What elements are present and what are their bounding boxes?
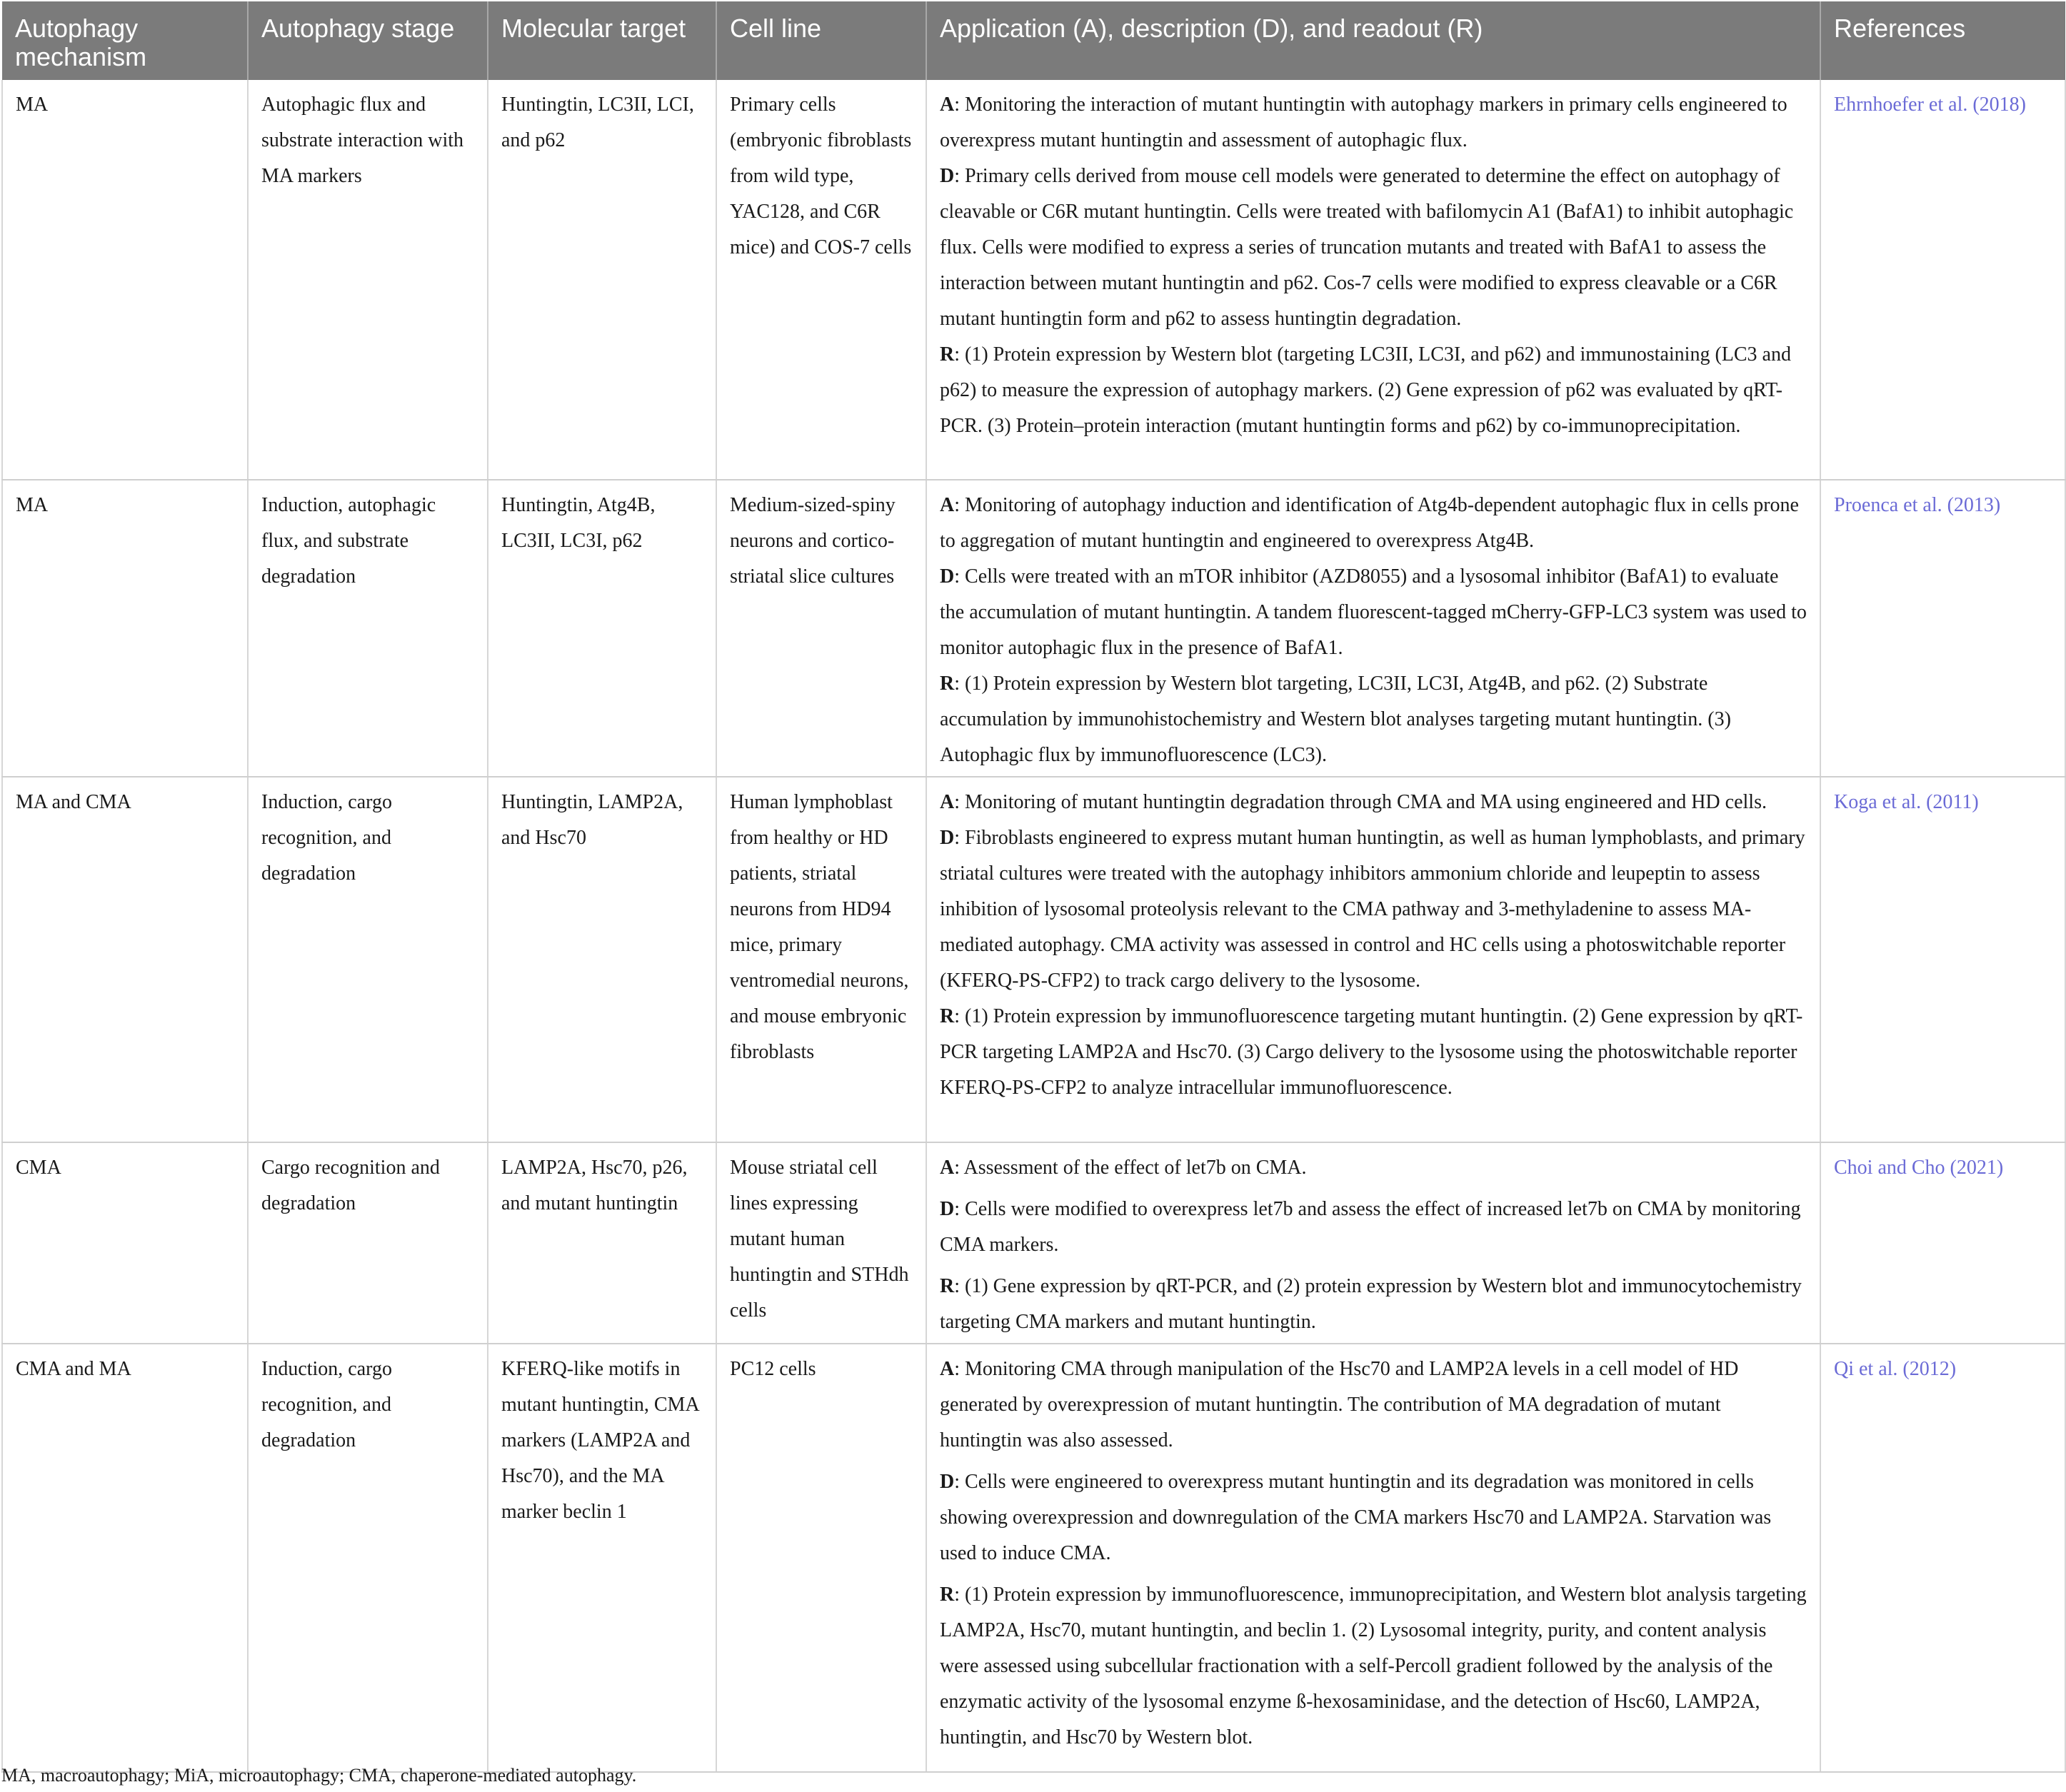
cell-cell-line: Human lymphoblast from healthy or HD patients, striatal neurons from HD94 mice, primary ventromedial neurons, and mouse embryonic fibroblasts (716, 777, 926, 1142)
cell-description (926, 80, 1820, 480)
cell-description (926, 1344, 1820, 1772)
label-a: A (940, 791, 955, 813)
label-a: A (940, 1358, 955, 1380)
cell-target: LAMP2A, Hsc70, p26, and mutant huntingtin (488, 1142, 716, 1344)
cell-reference[interactable] (1820, 1344, 2065, 1772)
table-row (2, 777, 2065, 1142)
cell-mechanism: MA (2, 480, 248, 777)
header-mechanism: Autophagy mechanism (2, 1, 248, 80)
cell-reference[interactable] (1820, 777, 2065, 1142)
application-text: A: Monitoring of mutant huntingtin degradation through CMA and MA using engineered and HD cells. (940, 791, 1767, 813)
cell-mechanism: CMA (2, 1142, 248, 1344)
label-r: R (940, 1275, 955, 1297)
header-target: Molecular target (488, 1, 716, 80)
label-d: D (940, 1471, 955, 1493)
table-row (2, 1344, 2065, 1772)
header-application: Application (A), description (D), and readout (R) (926, 1, 1820, 80)
label-d: D (940, 827, 955, 849)
cell-stage: Induction, cargo recognition, and degradation (248, 1344, 488, 1772)
cell-mechanism: MA and CMA (2, 777, 248, 1142)
cell-cell-line: Primary cells (embryonic fibroblasts from wild type, YAC128, and C6R mice) and COS-7 cells (716, 80, 926, 480)
readout-text: R: (1) Gene expression by qRT-PCR, and (2) protein expression by Western blot and immunocytochemistry targeting CMA markers and mutant huntingtin. (940, 1275, 1802, 1333)
readout-text: R: (1) Protein expression by Western blot (targeting LC3II, LC3I, and p62) and immunostaining (LC3 and p62) to measure the expression of autophagy markers. (2) Gene expression of p62 was evaluated by qRT-PCR. (3) Protein–protein interaction (mutant huntingtin forms and p62) by co-immunoprecipitation. (940, 343, 1791, 437)
description-text: D: Cells were treated with an mTOR inhibitor (AZD8055) and a lysosomal inhibitor (BafA1) to evaluate the accumulation of mutant huntingtin. A tandem fluorescent-tagged mCherry-GFP-LC3 system was used to monitor autophagic flux in the presence of BafA1. (940, 565, 1807, 659)
reference-link[interactable]: Proenca et al. (2013) (1834, 494, 2001, 516)
cell-cell-line: Medium-sized-spiny neurons and cortico-striatal slice cultures (716, 480, 926, 777)
cell-reference[interactable] (1820, 480, 2065, 777)
readout-text: R: (1) Protein expression by immunofluorescence, immunoprecipitation, and Western blot analysis targeting LAMP2A, Hsc70, mutant huntingtin, and beclin 1. (2) Lysosomal integrity, purity, and content analysis were assessed using subcellular fractionation with a self-Percoll gradient followed by the analysis of the enzymatic activity of the lysosomal enzyme ß-hexosaminidase, and the detection of Hsc60, LAMP2A, huntingtin, and Hsc70 by Western blot. (940, 1584, 1807, 1748)
reference-link[interactable]: Koga et al. (2011) (1834, 791, 1979, 813)
label-d: D (940, 565, 955, 588)
cell-target: Huntingtin, LC3II, LCI, and p62 (488, 80, 716, 480)
description-text: D: Cells were engineered to overexpress mutant huntingtin and its degradation was monitored in cells showing overexpression and downregulation of the CMA markers Hsc70 and LAMP2A. Starvation was used to induce CMA. (940, 1471, 1772, 1564)
cell-reference[interactable] (1820, 80, 2065, 480)
cell-target: Huntingtin, LAMP2A, and Hsc70 (488, 777, 716, 1142)
label-r: R (940, 1584, 955, 1606)
header-stage: Autophagy stage (248, 1, 488, 80)
cell-stage: Cargo recognition and degradation (248, 1142, 488, 1344)
readout-text: R: (1) Protein expression by immunofluorescence targeting mutant huntingtin. (2) Gene expression by qRT-PCR targeting LAMP2A and Hsc70. (3) Cargo delivery to the lysosome using the photoswitchable reporter KFERQ-PS-CFP2 to analyze intracellular immunofluorescence. (940, 1005, 1803, 1099)
cell-cell-line: Mouse striatal cell lines expressing mutant human huntingtin and STHdh cells (716, 1142, 926, 1344)
label-d: D (940, 165, 955, 187)
application-text: A: Monitoring CMA through manipulation of the Hsc70 and LAMP2A levels in a cell model of HD generated by overexpression of mutant huntingtin. The contribution of MA degradation of mutant huntingtin was also assessed. (940, 1358, 1739, 1451)
cell-target: Huntingtin, Atg4B, LC3II, LC3I, p62 (488, 480, 716, 777)
description-text: D: Fibroblasts engineered to express mutant human huntingtin, as well as human lymphoblasts, and primary striatal cultures were treated with the autophagy inhibitors ammonium chloride and leupeptin to assess inhibition of lysosomal proteolysis relevant to the CMA pathway and 3-methyladenine to assess MA-mediated autophagy. CMA activity was assessed in control and HC cells using a photoswitchable reporter (KFERQ-PS-CFP2) to track cargo delivery to the lysosome. (940, 827, 1805, 992)
cell-description (926, 1142, 1820, 1344)
table-row (2, 1142, 2065, 1344)
label-a: A (940, 494, 955, 516)
label-a: A (940, 1157, 955, 1179)
label-a: A (940, 94, 955, 116)
table-header-row (2, 1, 2065, 80)
cell-mechanism: CMA and MA (2, 1344, 248, 1772)
description-text: D: Cells were modified to overexpress let7b and assess the effect of increased let7b on CMA by monitoring CMA markers. (940, 1198, 1801, 1256)
cell-reference[interactable] (1820, 1142, 2065, 1344)
header-references: References (1820, 1, 2065, 80)
table-footnote: MA, macroautophagy; MiA, microautophagy; CMA, chaperone-mediated autophagy. (1, 1765, 637, 1786)
header-cell-line: Cell line (716, 1, 926, 80)
cell-description (926, 777, 1820, 1142)
cell-stage: Induction, autophagic flux, and substrate degradation (248, 480, 488, 777)
reference-link[interactable]: Ehrnhoefer et al. (2018) (1834, 94, 2026, 116)
cell-mechanism: MA (2, 80, 248, 480)
description-text: D: Primary cells derived from mouse cell models were generated to determine the effect on autophagy of cleavable or C6R mutant huntingtin. Cells were treated with bafilomycin A1 (BafA1) to inhibit autophagic flux. Cells were modified to express a series of truncation mutants and treated with BafA1 to assess the interaction between mutant huntingtin and p62. Cos-7 cells were modified to express cleavable or a C6R mutant huntingtin form and p62 to assess huntingtin degradation. (940, 165, 1794, 330)
cell-target: KFERQ-like motifs in mutant huntingtin, CMA markers (LAMP2A and Hsc70), and the MA marker beclin 1 (488, 1344, 716, 1772)
label-r: R (940, 1005, 955, 1027)
label-r: R (940, 673, 955, 695)
autophagy-table (1, 1, 2066, 1773)
table-row (2, 80, 2065, 480)
readout-text: R: (1) Protein expression by Western blot targeting, LC3II, LC3I, Atg4B, and p62. (2) Substrate accumulation by immunohistochemistry and Western blot analyses targeting mutant huntingtin. (3) Autophagic flux by immunofluorescence (LC3). (940, 673, 1731, 766)
label-d: D (940, 1198, 955, 1220)
application-text: A: Monitoring the interaction of mutant huntingtin with autophagy markers in primary cells engineered to overexpress mutant huntingtin and assessment of autophagic flux. (940, 94, 1787, 151)
cell-stage: Autophagic flux and substrate interaction with MA markers (248, 80, 488, 480)
reference-link[interactable]: Choi and Cho (2021) (1834, 1157, 2004, 1179)
application-text: A: Monitoring of autophagy induction and identification of Atg4b-dependent autophagic flux in cells prone to aggregation of mutant huntingtin and engineered to overexpress Atg4B. (940, 494, 1799, 552)
table-row (2, 480, 2065, 777)
label-r: R (940, 343, 955, 366)
cell-cell-line: PC12 cells (716, 1344, 926, 1772)
application-text: A: Assessment of the effect of let7b on CMA. (940, 1157, 1307, 1179)
cell-stage: Induction, cargo recognition, and degradation (248, 777, 488, 1142)
cell-description (926, 480, 1820, 777)
reference-link[interactable]: Qi et al. (2012) (1834, 1358, 1957, 1380)
